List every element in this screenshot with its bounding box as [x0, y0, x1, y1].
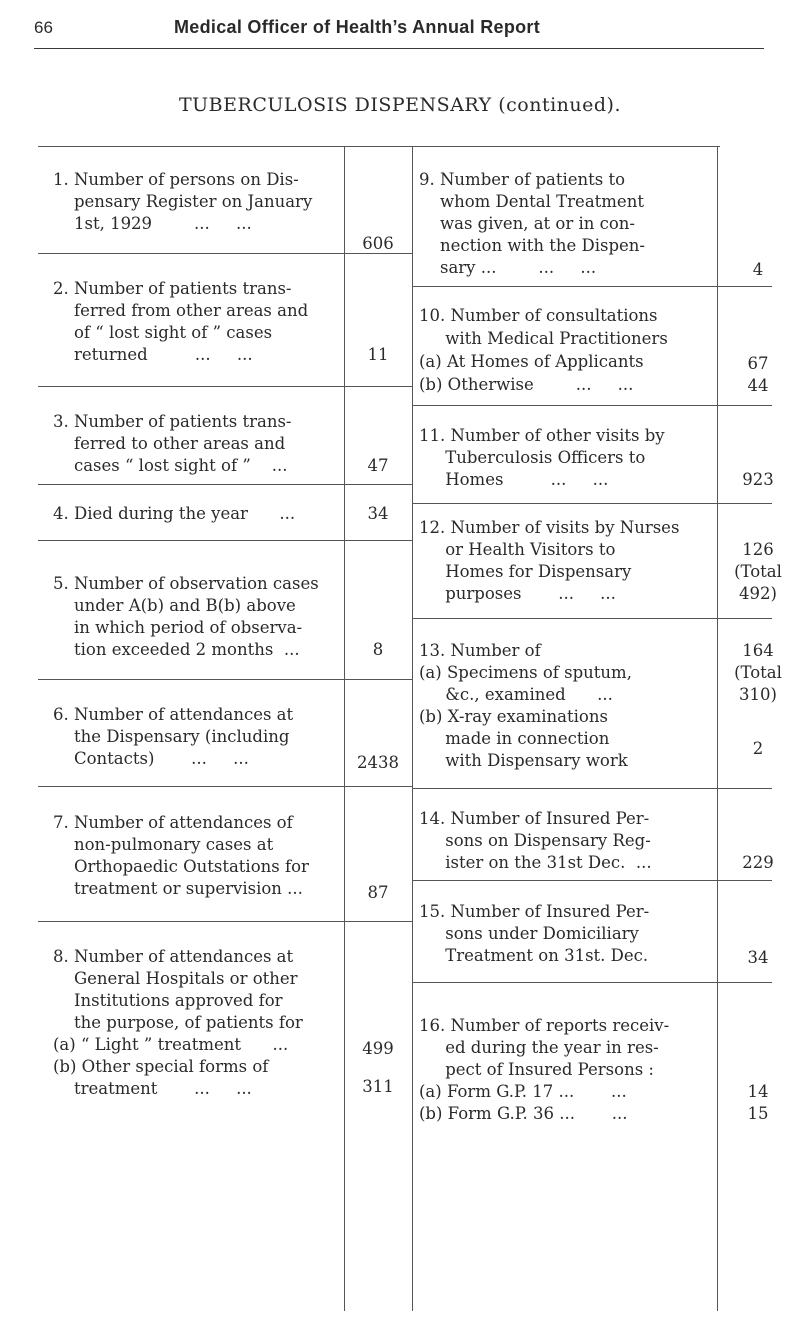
row-separator	[412, 286, 772, 287]
entry-text-line: (b) X-ray examinations	[419, 707, 608, 726]
row-separator	[38, 786, 412, 787]
entry-value: 44	[747, 376, 769, 395]
row-separator	[412, 503, 772, 504]
entry-text-line: (a) Form G.P. 17 ... ...	[419, 1082, 627, 1101]
entry-text-line: the Dispensary (including	[53, 727, 290, 746]
entry-text-line: 12. Number of visits by Nurses	[419, 518, 680, 537]
entry-text-line: non-pulmonary cases at	[53, 835, 274, 854]
entry-value: 4	[752, 260, 764, 279]
entry-text-line: Orthopaedic Outstations for	[53, 857, 309, 876]
entry-text-line: with Dispensary work	[419, 751, 628, 770]
entry-text-line: whom Dental Treatment	[419, 192, 644, 211]
row-separator	[412, 788, 772, 789]
entry-text-line: treatment or supervision ...	[53, 879, 303, 898]
entry-text-line: 6. Number of attendances at	[53, 705, 294, 724]
entry-text-line: pect of Insured Persons :	[419, 1060, 654, 1079]
entry-value: 310)	[739, 685, 777, 704]
row-separator	[38, 540, 412, 541]
entry-text-line: 2. Number of patients trans-	[53, 279, 292, 298]
entry-text-line: (b) Otherwise ... ...	[419, 375, 634, 394]
row-separator	[412, 405, 772, 406]
entry-text-line: 1. Number of persons on Dis-	[53, 170, 299, 189]
page-header	[34, 18, 766, 48]
entry-text-line: Homes ... ...	[419, 470, 609, 489]
entry-value: (Total	[734, 562, 782, 581]
entry-value: 492)	[739, 584, 777, 603]
entry-text-line: was given, at or in con-	[419, 214, 635, 233]
entry-text-line: the purpose, of patients for	[53, 1013, 303, 1032]
entry-text-line: 14. Number of Insured Per-	[419, 809, 650, 828]
column-divider	[344, 146, 345, 1311]
entry-text-line: sons on Dispensary Reg-	[419, 831, 651, 850]
entry-value: 164	[742, 641, 774, 660]
entry-value: 87	[367, 883, 389, 902]
page-number: 66	[34, 18, 53, 37]
row-separator	[412, 982, 772, 983]
entry-text-line: (b) Other special forms of	[53, 1057, 269, 1076]
entry-value: 2	[752, 739, 764, 758]
entry-text-line: (a) Specimens of sputum,	[419, 663, 632, 682]
row-separator	[38, 679, 412, 680]
entry-value: (Total	[734, 663, 782, 682]
entry-text-line: General Hospitals or other	[53, 969, 298, 988]
entry-value: 229	[742, 853, 774, 872]
entry-text-line: 8. Number of attendances at	[53, 947, 294, 966]
entry-text-line: of “ lost sight of ” cases	[53, 323, 273, 342]
entry-text-line: 16. Number of reports receiv-	[419, 1016, 670, 1035]
row-separator	[412, 618, 772, 619]
entry-text-line: tion exceeded 2 months ...	[53, 640, 300, 659]
row-separator	[38, 921, 412, 922]
entry-text-line: (a) “ Light ” treatment ...	[53, 1035, 289, 1054]
entry-value: 311	[362, 1077, 394, 1096]
entry-text-line: 1st, 1929 ... ...	[53, 214, 252, 233]
entry-text-line: treatment ... ...	[53, 1079, 252, 1098]
entry-text-line: 10. Number of consultations	[419, 306, 658, 325]
running-title: Medical Officer of Health’s Annual Report	[174, 17, 541, 37]
row-separator	[38, 484, 412, 485]
entry-text-line: 3. Number of patients trans-	[53, 412, 292, 431]
entry-value: 499	[362, 1039, 394, 1058]
entry-value: 47	[367, 456, 389, 475]
entry-text-line: 7. Number of attendances of	[53, 813, 293, 832]
row-separator	[412, 880, 772, 881]
entry-text-line: or Health Visitors to	[419, 540, 616, 559]
entry-value: 606	[362, 234, 394, 253]
entry-text-line: pensary Register on January	[53, 192, 313, 211]
entry-text-line: Tuberculosis Officers to	[419, 448, 646, 467]
entry-value: 14	[747, 1082, 769, 1101]
entry-text-line: 11. Number of other visits by	[419, 426, 665, 445]
entry-value: 34	[747, 948, 769, 967]
entry-value: 34	[367, 504, 389, 523]
entry-value: 11	[367, 345, 389, 364]
table-top-rule	[38, 146, 720, 147]
entry-text-line: ferred from other areas and	[53, 301, 309, 320]
entry-text-line: under A(b) and B(b) above	[53, 596, 296, 615]
entry-text-line: ferred to other areas and	[53, 434, 286, 453]
entry-value: 8	[372, 640, 384, 659]
entry-text-line: cases “ lost sight of ” ...	[53, 456, 288, 475]
entry-text-line: made in connection	[419, 729, 610, 748]
entry-value: 126	[742, 540, 774, 559]
entry-value: 2438	[357, 753, 399, 772]
entry-text-line: Contacts) ... ...	[53, 749, 249, 768]
entry-text-line: 15. Number of Insured Per-	[419, 902, 650, 921]
entry-text-line: (b) Form G.P. 36 ... ...	[419, 1104, 628, 1123]
entry-text-line: Institutions approved for	[53, 991, 283, 1010]
entry-text-line: in which period of observa-	[53, 618, 303, 637]
entry-text-line: ed during the year in res-	[419, 1038, 659, 1057]
column-divider	[717, 146, 718, 1311]
entry-text-line: 9. Number of patients to	[419, 170, 626, 189]
entry-value: 15	[747, 1104, 769, 1123]
entry-value: 923	[742, 470, 774, 489]
entry-text-line: (a) At Homes of Applicants	[419, 352, 644, 371]
entry-text-line: sary ... ... ...	[419, 258, 597, 277]
entry-text-line: Treatment on 31st. Dec.	[419, 946, 649, 965]
entry-text-line: 5. Number of observation cases	[53, 574, 319, 593]
entry-text-line: purposes ... ...	[419, 584, 616, 603]
entry-text-line: 13. Number of	[419, 641, 541, 660]
entry-text-line: nection with the Dispen-	[419, 236, 645, 255]
header-rule	[34, 48, 764, 49]
entry-text-line: 4. Died during the year ...	[53, 504, 296, 523]
entry-text-line: sons under Domiciliary	[419, 924, 639, 943]
row-separator	[38, 386, 412, 387]
entry-text-line: returned ... ...	[53, 345, 253, 364]
entry-value: 67	[747, 354, 769, 373]
page-title: TUBERCULOSIS DISPENSARY (continued).	[179, 94, 621, 116]
entry-text-line: Homes for Dispensary	[419, 562, 632, 581]
column-divider	[412, 146, 413, 1311]
entry-text-line: with Medical Practitioners	[419, 329, 668, 348]
entry-text-line: ister on the 31st Dec. ...	[419, 853, 652, 872]
entry-text-line: &c., examined ...	[419, 685, 613, 704]
